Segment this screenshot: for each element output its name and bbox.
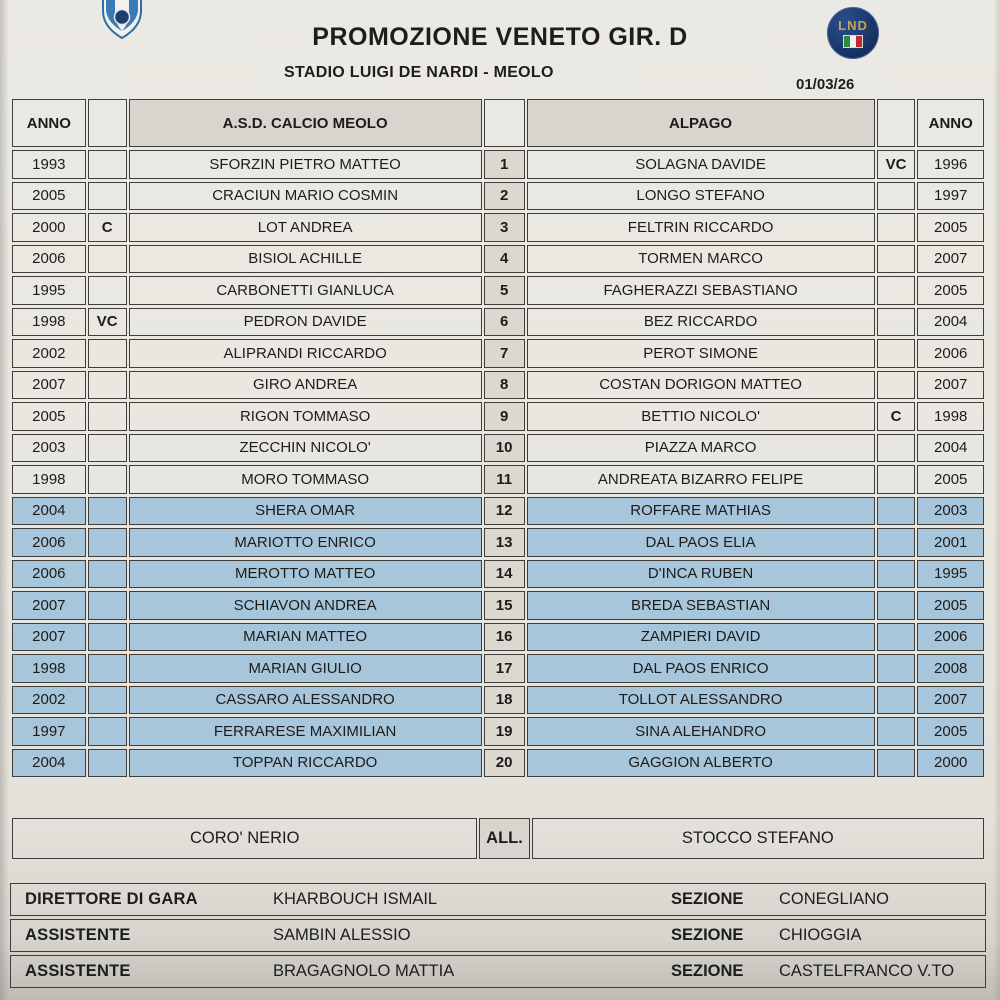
official-section: CONEGLIANO	[779, 890, 890, 908]
row-away-year: 2007	[917, 686, 984, 715]
row-home-year: 2006	[12, 528, 86, 557]
row-num: 15	[484, 591, 525, 620]
row-home-name: PEDRON DAVIDE	[129, 308, 482, 337]
row-away-name: FELTRIN RICCARDO	[527, 213, 875, 242]
row-num: 6	[484, 308, 525, 337]
row-away-year: 2005	[917, 465, 984, 494]
row-home-name: TOPPAN RICCARDO	[129, 749, 482, 778]
row-away-role	[877, 591, 916, 620]
section-label: SEZIONE	[671, 890, 744, 908]
row-home-name: MARIOTTO ENRICO	[129, 528, 482, 557]
official-section: CASTELFRANCO V.TO	[779, 962, 955, 980]
table-row	[12, 591, 984, 620]
table-row	[12, 560, 984, 589]
official-role: ASSISTENTE	[25, 926, 131, 944]
row-home-name: MORO TOMMASO	[129, 465, 482, 494]
row-away-name: DAL PAOS ELIA	[527, 528, 875, 557]
row-away-name: ZAMPIERI DAVID	[527, 623, 875, 652]
row-num: 11	[484, 465, 525, 494]
page-title: PROMOZIONE VENETO GIR. D	[312, 23, 688, 51]
row-home-name: FERRARESE MAXIMILIAN	[129, 717, 482, 746]
captain-col-header	[877, 99, 916, 147]
row-num: 1	[484, 150, 525, 179]
row-home-year: 2007	[12, 591, 86, 620]
row-away-year: 2007	[917, 371, 984, 400]
row-home-role	[88, 560, 127, 589]
row-home-role	[88, 686, 127, 715]
row-home-role	[88, 623, 127, 652]
section-label: SEZIONE	[671, 962, 744, 980]
row-away-name: FAGHERAZZI SEBASTIANO	[527, 276, 875, 305]
row-num: 9	[484, 402, 525, 431]
official-role: ASSISTENTE	[25, 962, 131, 980]
row-num: 5	[484, 276, 525, 305]
coach-label: ALL.	[479, 818, 529, 859]
row-home-role	[88, 371, 127, 400]
table-row	[12, 150, 984, 179]
row-home-year: 2000	[12, 213, 86, 242]
row-home-year: 2006	[12, 560, 86, 589]
row-num: 10	[484, 434, 525, 463]
row-away-year: 1996	[917, 150, 984, 179]
row-away-name: ANDREATA BIZARRO FELIPE	[527, 465, 875, 494]
row-away-year: 2000	[917, 749, 984, 778]
row-away-name: PIAZZA MARCO	[527, 434, 875, 463]
row-away-name: TORMEN MARCO	[527, 245, 875, 274]
row-home-name: RIGON TOMMASO	[129, 402, 482, 431]
lnd-logo-text: LND	[838, 17, 868, 33]
row-away-name: TOLLOT ALESSANDRO	[527, 686, 875, 715]
row-away-role	[877, 339, 916, 368]
official-name: KHARBOUCH ISMAIL	[273, 890, 438, 908]
row-home-year: 2005	[12, 402, 86, 431]
row-home-name: MARIAN MATTEO	[129, 623, 482, 652]
row-away-year: 2005	[917, 717, 984, 746]
table-row	[12, 654, 984, 683]
row-home-role: VC	[88, 308, 127, 337]
row-home-name: MEROTTO MATTEO	[129, 560, 482, 589]
row-home-year: 2007	[12, 623, 86, 652]
row-away-year: 2004	[917, 308, 984, 337]
row-home-year: 1998	[12, 308, 86, 337]
table-row	[12, 402, 984, 431]
row-away-role	[877, 213, 916, 242]
row-home-year: 2004	[12, 749, 86, 778]
official-role: DIRETTORE DI GARA	[25, 890, 198, 908]
row-away-year: 2005	[917, 276, 984, 305]
row-num: 20	[484, 749, 525, 778]
row-num: 4	[484, 245, 525, 274]
official-name: BRAGAGNOLO MATTIA	[273, 962, 455, 980]
table-row	[12, 371, 984, 400]
row-home-year: 1995	[12, 276, 86, 305]
row-num: 7	[484, 339, 525, 368]
captain-col-header	[88, 99, 127, 147]
row-home-name: BISIOL ACHILLE	[129, 245, 482, 274]
home-coach-name: CORO' NERIO	[12, 818, 477, 859]
row-num: 18	[484, 686, 525, 715]
row-away-role	[877, 560, 916, 589]
roster-table	[10, 96, 986, 780]
away-coach-name: STOCCO STEFANO	[532, 818, 984, 859]
coaches-row	[10, 818, 986, 859]
row-num: 12	[484, 497, 525, 526]
table-row	[12, 465, 984, 494]
table-row	[12, 245, 984, 274]
row-away-year: 2008	[917, 654, 984, 683]
row-away-year: 1998	[917, 402, 984, 431]
officials-table	[10, 883, 986, 988]
row-num: 8	[484, 371, 525, 400]
row-away-name: BREDA SEBASTIAN	[527, 591, 875, 620]
row-home-year: 2007	[12, 371, 86, 400]
row-away-name: SOLAGNA DAVIDE	[527, 150, 875, 179]
row-away-role	[877, 686, 916, 715]
row-home-year: 1998	[12, 654, 86, 683]
number-col-header	[484, 99, 525, 147]
row-num: 13	[484, 528, 525, 557]
row-home-name: SFORZIN PIETRO MATTEO	[129, 150, 482, 179]
row-away-name: ROFFARE MATHIAS	[527, 497, 875, 526]
row-away-role	[877, 749, 916, 778]
row-away-role	[877, 654, 916, 683]
row-away-year: 1995	[917, 560, 984, 589]
row-away-year: 2006	[917, 623, 984, 652]
table-row	[12, 686, 984, 715]
table-row	[12, 623, 984, 652]
table-row	[12, 213, 984, 242]
row-away-name: LONGO STEFANO	[527, 182, 875, 211]
row-away-year: 1997	[917, 182, 984, 211]
row-home-role	[88, 402, 127, 431]
row-home-name: LOT ANDREA	[129, 213, 482, 242]
table-row	[12, 308, 984, 337]
row-away-name: PEROT SIMONE	[527, 339, 875, 368]
row-home-year: 2002	[12, 339, 86, 368]
row-away-role	[877, 465, 916, 494]
row-away-role	[877, 245, 916, 274]
row-home-role	[88, 528, 127, 557]
row-home-year: 2003	[12, 434, 86, 463]
table-row	[12, 497, 984, 526]
row-num: 16	[484, 623, 525, 652]
row-home-role	[88, 591, 127, 620]
row-home-role	[88, 434, 127, 463]
roster-header-row	[12, 99, 984, 147]
stadium-name: STADIO LUIGI DE NARDI - MEOLO	[284, 64, 554, 81]
row-num: 19	[484, 717, 525, 746]
row-away-role	[877, 434, 916, 463]
row-home-year: 2005	[12, 182, 86, 211]
row-home-name: ZECCHIN NICOLO'	[129, 434, 482, 463]
away-team-header: ALPAGO	[527, 99, 875, 147]
row-away-year: 2004	[917, 434, 984, 463]
row-away-role: VC	[877, 150, 916, 179]
row-home-name: GIRO ANDREA	[129, 371, 482, 400]
row-home-name: ALIPRANDI RICCARDO	[129, 339, 482, 368]
row-home-name: SHERA OMAR	[129, 497, 482, 526]
row-away-role	[877, 371, 916, 400]
table-row	[12, 434, 984, 463]
row-home-role	[88, 276, 127, 305]
row-home-name: MARIAN GIULIO	[129, 654, 482, 683]
row-home-name: CASSARO ALESSANDRO	[129, 686, 482, 715]
row-home-year: 2002	[12, 686, 86, 715]
table-row	[12, 749, 984, 778]
row-num: 17	[484, 654, 525, 683]
row-home-year: 1993	[12, 150, 86, 179]
row-away-name: D'INCA RUBEN	[527, 560, 875, 589]
row-away-role	[877, 308, 916, 337]
row-home-year: 2006	[12, 245, 86, 274]
row-away-name: BETTIO NICOLO'	[527, 402, 875, 431]
table-row	[12, 182, 984, 211]
table-row	[12, 528, 984, 557]
row-home-role	[88, 182, 127, 211]
match-date: 01/03/26	[796, 76, 855, 93]
row-away-name: SINA ALEHANDRO	[527, 717, 875, 746]
section-label: SEZIONE	[671, 926, 744, 944]
row-home-year: 1997	[12, 717, 86, 746]
row-away-year: 2003	[917, 497, 984, 526]
row-home-role	[88, 654, 127, 683]
row-home-name: CARBONETTI GIANLUCA	[129, 276, 482, 305]
official-row-referee	[10, 883, 986, 916]
row-home-name: CRACIUN MARIO COSMIN	[129, 182, 482, 211]
row-home-role	[88, 717, 127, 746]
row-away-year: 2005	[917, 213, 984, 242]
table-row	[12, 339, 984, 368]
row-away-year: 2005	[917, 591, 984, 620]
row-away-role	[877, 528, 916, 557]
row-away-year: 2001	[917, 528, 984, 557]
row-away-role	[877, 623, 916, 652]
row-home-role	[88, 245, 127, 274]
row-away-year: 2006	[917, 339, 984, 368]
official-name: SAMBIN ALESSIO	[273, 926, 411, 944]
row-away-role	[877, 717, 916, 746]
row-num: 14	[484, 560, 525, 589]
row-home-role	[88, 339, 127, 368]
row-num: 3	[484, 213, 525, 242]
row-home-year: 2004	[12, 497, 86, 526]
row-away-role	[877, 182, 916, 211]
roster-body	[12, 99, 984, 777]
row-away-role	[877, 276, 916, 305]
official-row-assistant1	[10, 919, 986, 952]
official-row-assistant2	[10, 955, 986, 988]
row-home-year: 1998	[12, 465, 86, 494]
row-away-year: 2007	[917, 245, 984, 274]
home-team-header: A.S.D. CALCIO MEOLO	[129, 99, 482, 147]
table-row	[12, 717, 984, 746]
row-home-role	[88, 150, 127, 179]
official-section: CHIOGGIA	[779, 926, 862, 944]
row-home-role: C	[88, 213, 127, 242]
row-away-role: C	[877, 402, 916, 431]
row-home-role	[88, 749, 127, 778]
row-away-name: COSTAN DORIGON MATTEO	[527, 371, 875, 400]
row-num: 2	[484, 182, 525, 211]
row-home-name: SCHIAVON ANDREA	[129, 591, 482, 620]
row-home-role	[88, 497, 127, 526]
anno-left-header: ANNO	[12, 99, 86, 147]
row-away-role	[877, 497, 916, 526]
row-away-name: BEZ RICCARDO	[527, 308, 875, 337]
row-away-name: DAL PAOS ENRICO	[527, 654, 875, 683]
table-row	[12, 276, 984, 305]
anno-right-header: ANNO	[917, 99, 984, 147]
row-away-name: GAGGION ALBERTO	[527, 749, 875, 778]
row-home-role	[88, 465, 127, 494]
